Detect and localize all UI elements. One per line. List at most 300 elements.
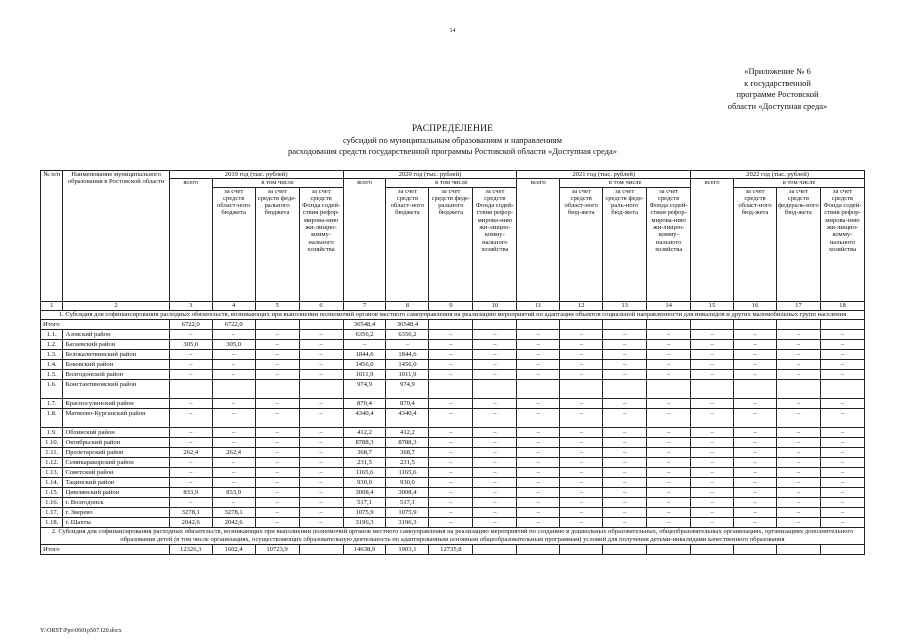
- table-row: [41, 497, 865, 507]
- row-value: –: [169, 437, 212, 447]
- row-value: 870,4: [343, 398, 386, 408]
- row-value: 1165,6: [343, 467, 386, 477]
- row-value: –: [734, 369, 777, 379]
- table-row: [41, 487, 865, 497]
- row-value: –: [255, 427, 299, 437]
- row-value: –: [255, 359, 299, 369]
- row-number: 1.5.: [41, 369, 63, 379]
- row-value: [560, 379, 603, 398]
- column-number: 15: [691, 301, 734, 310]
- row-value: –: [299, 497, 343, 507]
- row-value: –: [560, 408, 603, 427]
- row-value: –: [473, 447, 517, 457]
- header-year-2019: 2019 год (тыс. рублей): [169, 171, 343, 179]
- row-value: –: [255, 507, 299, 517]
- row-value: –: [429, 349, 473, 359]
- row-value: 3196,3: [386, 517, 429, 527]
- total-value: [473, 544, 517, 554]
- row-value: –: [647, 447, 691, 457]
- row-value: 517,1: [343, 497, 386, 507]
- row-value: –: [169, 427, 212, 437]
- appendix-line: к государственной: [744, 77, 811, 88]
- row-value: –: [255, 467, 299, 477]
- row-value: 262,4: [212, 447, 255, 457]
- row-value: –: [691, 507, 734, 517]
- row-value: –: [517, 437, 560, 447]
- row-municipality: Константиновский район: [63, 379, 169, 398]
- row-value: –: [560, 359, 603, 369]
- row-municipality: Красносулинский район: [63, 398, 169, 408]
- row-municipality: Тацинский район: [63, 477, 169, 487]
- row-value: –: [517, 447, 560, 457]
- row-value: –: [473, 467, 517, 477]
- row-number: 1.1.: [41, 329, 63, 339]
- row-value: –: [429, 447, 473, 457]
- row-value: 4340,4: [386, 408, 429, 427]
- title-heading: РАСПРЕДЕЛЕНИЕ: [411, 124, 494, 134]
- row-value: –: [299, 339, 343, 349]
- row-number: 1.17.: [41, 507, 63, 517]
- row-municipality: Матвеево-Курганский район: [63, 408, 169, 427]
- row-value: –: [212, 427, 255, 437]
- row-value: –: [691, 497, 734, 507]
- column-number: 9: [429, 301, 473, 310]
- total-value: [603, 319, 647, 329]
- total-value: [560, 319, 603, 329]
- row-value: –: [691, 427, 734, 437]
- table-row: [41, 467, 865, 477]
- row-value: –: [603, 359, 647, 369]
- row-value: –: [820, 437, 864, 447]
- row-value: –: [473, 497, 517, 507]
- row-value: –: [776, 497, 820, 507]
- table-row: [41, 329, 865, 339]
- row-value: –: [429, 398, 473, 408]
- table-row: [41, 398, 865, 408]
- column-number: 4: [212, 301, 255, 310]
- header-total: всего: [343, 179, 386, 301]
- row-value: –: [560, 517, 603, 527]
- row-value: –: [299, 507, 343, 517]
- row-value: –: [691, 398, 734, 408]
- total-value: 6722,0: [169, 319, 212, 329]
- row-value: –: [820, 349, 864, 359]
- row-value: –: [820, 497, 864, 507]
- row-value: –: [299, 369, 343, 379]
- row-value: –: [517, 339, 560, 349]
- row-number: 1.9.: [41, 427, 63, 437]
- row-value: –: [776, 408, 820, 427]
- row-value: –: [169, 467, 212, 477]
- row-value: –: [169, 497, 212, 507]
- row-value: –: [473, 329, 517, 339]
- row-value: –: [647, 507, 691, 517]
- total-value: [820, 544, 864, 554]
- table-row: [41, 437, 865, 447]
- total-row: [41, 319, 865, 329]
- row-value: –: [473, 427, 517, 437]
- row-value: –: [691, 487, 734, 497]
- row-value: –: [560, 398, 603, 408]
- total-value: 14638,9: [343, 544, 386, 554]
- row-municipality: г. Волгодонск: [63, 497, 169, 507]
- header-source: за счет средств феде-рального бюджета: [429, 187, 473, 301]
- page-number: 14: [449, 28, 456, 34]
- column-number: 16: [734, 301, 777, 310]
- row-value: –: [517, 349, 560, 359]
- row-value: –: [429, 339, 473, 349]
- row-value: –: [734, 447, 777, 457]
- row-value: –: [429, 497, 473, 507]
- row-number: 1.6.: [41, 379, 63, 398]
- row-value: –: [776, 487, 820, 497]
- row-number: 1.15.: [41, 487, 63, 497]
- row-value: –: [560, 447, 603, 457]
- row-value: –: [734, 349, 777, 359]
- row-value: 1844,6: [386, 349, 429, 359]
- row-value: –: [212, 408, 255, 427]
- row-value: –: [560, 427, 603, 437]
- row-value: –: [647, 329, 691, 339]
- row-number: 1.13.: [41, 467, 63, 477]
- column-number: 13: [603, 301, 647, 310]
- row-value: –: [517, 329, 560, 339]
- row-value: –: [820, 487, 864, 497]
- row-value: –: [255, 398, 299, 408]
- header-year-2020: 2020 год (тыс. рублей): [343, 171, 517, 179]
- column-number: 18: [820, 301, 864, 310]
- row-value: –: [169, 329, 212, 339]
- row-municipality: Обливский район: [63, 427, 169, 437]
- row-value: –: [169, 369, 212, 379]
- title-line: субсидий по муниципальным образованиям и направлениям: [342, 135, 563, 145]
- row-value: –: [734, 467, 777, 477]
- row-value: –: [691, 369, 734, 379]
- row-value: –: [473, 339, 517, 349]
- row-value: –: [255, 477, 299, 487]
- row-value: –: [776, 447, 820, 457]
- row-value: [429, 379, 473, 398]
- row-value: –: [647, 339, 691, 349]
- row-value: –: [603, 329, 647, 339]
- row-value: –: [473, 457, 517, 467]
- row-municipality: Цимлянский район: [63, 487, 169, 497]
- row-value: 1844,6: [343, 349, 386, 359]
- row-value: –: [255, 437, 299, 447]
- row-value: –: [212, 359, 255, 369]
- row-value: –: [603, 398, 647, 408]
- row-municipality: Волгодонской район: [63, 369, 169, 379]
- header-source: за счет средств феде-рального бюджета: [255, 187, 299, 301]
- row-value: –: [299, 467, 343, 477]
- row-value: –: [299, 477, 343, 487]
- row-value: –: [255, 408, 299, 427]
- row-value: –: [647, 467, 691, 477]
- row-value: –: [734, 339, 777, 349]
- header-incl: в том числе: [212, 179, 343, 187]
- row-number: 1.8.: [41, 408, 63, 427]
- row-value: –: [603, 507, 647, 517]
- row-value: –: [212, 369, 255, 379]
- row-value: –: [343, 339, 386, 349]
- table-row: [41, 359, 865, 369]
- row-value: –: [560, 369, 603, 379]
- row-value: –: [212, 477, 255, 487]
- row-value: –: [429, 487, 473, 497]
- row-value: –: [734, 437, 777, 447]
- row-value: –: [473, 507, 517, 517]
- row-value: –: [473, 477, 517, 487]
- row-value: [691, 379, 734, 398]
- row-value: –: [473, 349, 517, 359]
- row-value: –: [429, 517, 473, 527]
- row-value: –: [299, 437, 343, 447]
- row-number: 1.12.: [41, 457, 63, 467]
- row-value: –: [429, 467, 473, 477]
- row-value: –: [820, 467, 864, 477]
- row-municipality: Багаевский район: [63, 339, 169, 349]
- row-value: –: [776, 349, 820, 359]
- header-year-2021: 2021 год (тыс. рублей): [517, 171, 691, 179]
- header-source: за счет средств феде-раль-ного бюд-жета: [603, 187, 647, 301]
- row-value: –: [299, 427, 343, 437]
- row-value: –: [517, 517, 560, 527]
- row-value: –: [429, 477, 473, 487]
- row-value: –: [517, 467, 560, 477]
- total-value: [299, 544, 343, 554]
- row-value: –: [603, 447, 647, 457]
- row-value: –: [429, 408, 473, 427]
- row-value: –: [517, 457, 560, 467]
- row-value: –: [517, 398, 560, 408]
- row-value: –: [429, 369, 473, 379]
- row-value: –: [647, 349, 691, 359]
- row-value: –: [429, 359, 473, 369]
- row-value: –: [776, 329, 820, 339]
- row-value: –: [691, 408, 734, 427]
- section-2-heading-text: 2. Субсидия для софинансирования расходных обязательств, возникающих при выполнении полномочий органов местного самоуправления на реализацию мероприятий по созданию в дошкольных образовательных, общеобразовательных организациях, организациях дополнительного образования детей (в том числе организациях, осуществляющих образовательную деятельность по адаптированным основным общеобразовательным программам) условий для получения детьми-инвалидами качественного образования: [41, 527, 865, 544]
- row-value: –: [299, 447, 343, 457]
- row-value: –: [169, 359, 212, 369]
- row-value: –: [820, 447, 864, 457]
- row-value: –: [691, 339, 734, 349]
- row-value: 1456,0: [343, 359, 386, 369]
- header-source: за счет средств Фонда содей-ствия рефор-мирова-нию жи-лищно-комму-нального хозяйства: [647, 187, 691, 301]
- row-value: –: [429, 427, 473, 437]
- total-row: [41, 544, 865, 554]
- row-value: –: [255, 339, 299, 349]
- table-row: [41, 517, 865, 527]
- distribution-table: [40, 170, 865, 555]
- row-value: –: [776, 427, 820, 437]
- row-value: –: [691, 467, 734, 477]
- row-value: –: [299, 517, 343, 527]
- section-2-heading: [41, 527, 865, 544]
- total-value: [517, 544, 560, 554]
- appendix-line: области «Доступная среда»: [727, 100, 828, 111]
- row-value: –: [734, 398, 777, 408]
- row-value: –: [603, 487, 647, 497]
- row-value: [299, 379, 343, 398]
- row-value: –: [560, 467, 603, 477]
- total-value: 1602,4: [212, 544, 255, 554]
- row-municipality: Азовский район: [63, 329, 169, 339]
- header-incl: в том числе: [386, 179, 517, 187]
- column-number: 12: [560, 301, 603, 310]
- row-value: [734, 379, 777, 398]
- row-value: –: [820, 457, 864, 467]
- row-value: 412,2: [343, 427, 386, 437]
- row-value: –: [169, 349, 212, 359]
- column-number: 17: [776, 301, 820, 310]
- row-number: 1.11.: [41, 447, 63, 457]
- total-value: 6722,0: [212, 319, 255, 329]
- row-value: 517,1: [386, 497, 429, 507]
- total-value: [734, 319, 777, 329]
- header-total: всего: [691, 179, 734, 301]
- table-row: [41, 447, 865, 457]
- row-value: 3196,3: [343, 517, 386, 527]
- total-value: [691, 319, 734, 329]
- row-municipality: Пролетарский район: [63, 447, 169, 457]
- row-value: –: [429, 329, 473, 339]
- column-number: 5: [255, 301, 299, 310]
- row-value: –: [560, 349, 603, 359]
- total-value: [603, 544, 647, 554]
- total-value: 10723,9: [255, 544, 299, 554]
- row-value: –: [691, 349, 734, 359]
- row-value: –: [603, 349, 647, 359]
- row-value: –: [212, 349, 255, 359]
- row-value: –: [776, 517, 820, 527]
- table-row: [41, 477, 865, 487]
- row-value: –: [429, 437, 473, 447]
- row-value: –: [820, 477, 864, 487]
- row-value: –: [734, 487, 777, 497]
- total-value: [820, 319, 864, 329]
- row-value: –: [560, 457, 603, 467]
- row-value: –: [820, 339, 864, 349]
- row-value: [517, 379, 560, 398]
- row-value: –: [255, 329, 299, 339]
- row-value: –: [647, 477, 691, 487]
- row-value: –: [820, 369, 864, 379]
- row-value: –: [734, 457, 777, 467]
- row-value: 305,0: [212, 339, 255, 349]
- header-incl: в том числе: [734, 179, 865, 187]
- row-value: –: [255, 369, 299, 379]
- row-value: –: [560, 497, 603, 507]
- header-source: за счет средств област-ного бюд-жета: [734, 187, 777, 301]
- row-value: –: [776, 507, 820, 517]
- header-source: за счет средств област-ного бюджета: [212, 187, 255, 301]
- row-value: –: [517, 477, 560, 487]
- row-value: –: [820, 507, 864, 517]
- total-value: [255, 319, 299, 329]
- appendix-line: программе Ростовской: [736, 89, 819, 99]
- row-value: 833,9: [169, 487, 212, 497]
- row-value: 870,4: [386, 398, 429, 408]
- row-value: [603, 379, 647, 398]
- row-value: –: [473, 369, 517, 379]
- row-value: –: [647, 359, 691, 369]
- row-municipality: Боковский район: [63, 359, 169, 369]
- row-value: –: [647, 487, 691, 497]
- row-value: [212, 379, 255, 398]
- row-value: –: [299, 487, 343, 497]
- table-row: [41, 507, 865, 517]
- row-value: 2042,6: [212, 517, 255, 527]
- row-value: –: [473, 437, 517, 447]
- row-value: –: [517, 359, 560, 369]
- total-value: [647, 544, 691, 554]
- header-source: за счет средств област-ного бюд-жета: [560, 187, 603, 301]
- appendix-note: [690, 66, 865, 112]
- row-value: –: [169, 398, 212, 408]
- row-value: –: [255, 349, 299, 359]
- row-value: 6356,2: [343, 329, 386, 339]
- total-value: [776, 544, 820, 554]
- total-label: Итого: [41, 544, 170, 554]
- row-value: –: [603, 497, 647, 507]
- row-value: –: [691, 457, 734, 467]
- row-value: 930,0: [343, 477, 386, 487]
- row-value: –: [299, 349, 343, 359]
- total-value: 1903,1: [386, 544, 429, 554]
- row-value: –: [255, 457, 299, 467]
- row-value: –: [517, 427, 560, 437]
- title-line: расходования средств государственной программы Ростовской области «Доступная среда»: [287, 146, 618, 156]
- row-value: –: [691, 477, 734, 487]
- row-value: –: [776, 467, 820, 477]
- row-value: –: [473, 359, 517, 369]
- row-value: –: [647, 427, 691, 437]
- row-municipality: Белокалитвинский район: [63, 349, 169, 359]
- row-value: –: [820, 408, 864, 427]
- row-value: –: [255, 447, 299, 457]
- row-value: 8788,3: [386, 437, 429, 447]
- appendix-line: «Приложение № 6: [744, 66, 811, 76]
- row-value: –: [776, 457, 820, 467]
- table-row: [41, 369, 865, 379]
- header-total: всего: [517, 179, 560, 301]
- row-value: 833,9: [212, 487, 255, 497]
- column-number: 6: [299, 301, 343, 310]
- row-value: [473, 379, 517, 398]
- row-value: –: [517, 487, 560, 497]
- row-value: –: [255, 487, 299, 497]
- row-value: –: [603, 517, 647, 527]
- table-row: [41, 339, 865, 349]
- row-value: –: [429, 457, 473, 467]
- header-source: за счет средств федераль-ного бюд-жета: [776, 187, 820, 301]
- row-value: 974,9: [386, 379, 429, 398]
- row-value: –: [647, 398, 691, 408]
- row-value: –: [647, 517, 691, 527]
- row-value: –: [560, 477, 603, 487]
- row-value: –: [647, 369, 691, 379]
- row-value: –: [560, 507, 603, 517]
- row-value: 3008,4: [343, 487, 386, 497]
- row-value: –: [647, 457, 691, 467]
- table-row: [41, 349, 865, 359]
- row-value: 231,5: [386, 457, 429, 467]
- total-label: Итого: [41, 319, 170, 329]
- row-value: –: [212, 329, 255, 339]
- row-municipality: г. Шахты: [63, 517, 169, 527]
- total-value: [517, 319, 560, 329]
- column-number: 7: [343, 301, 386, 310]
